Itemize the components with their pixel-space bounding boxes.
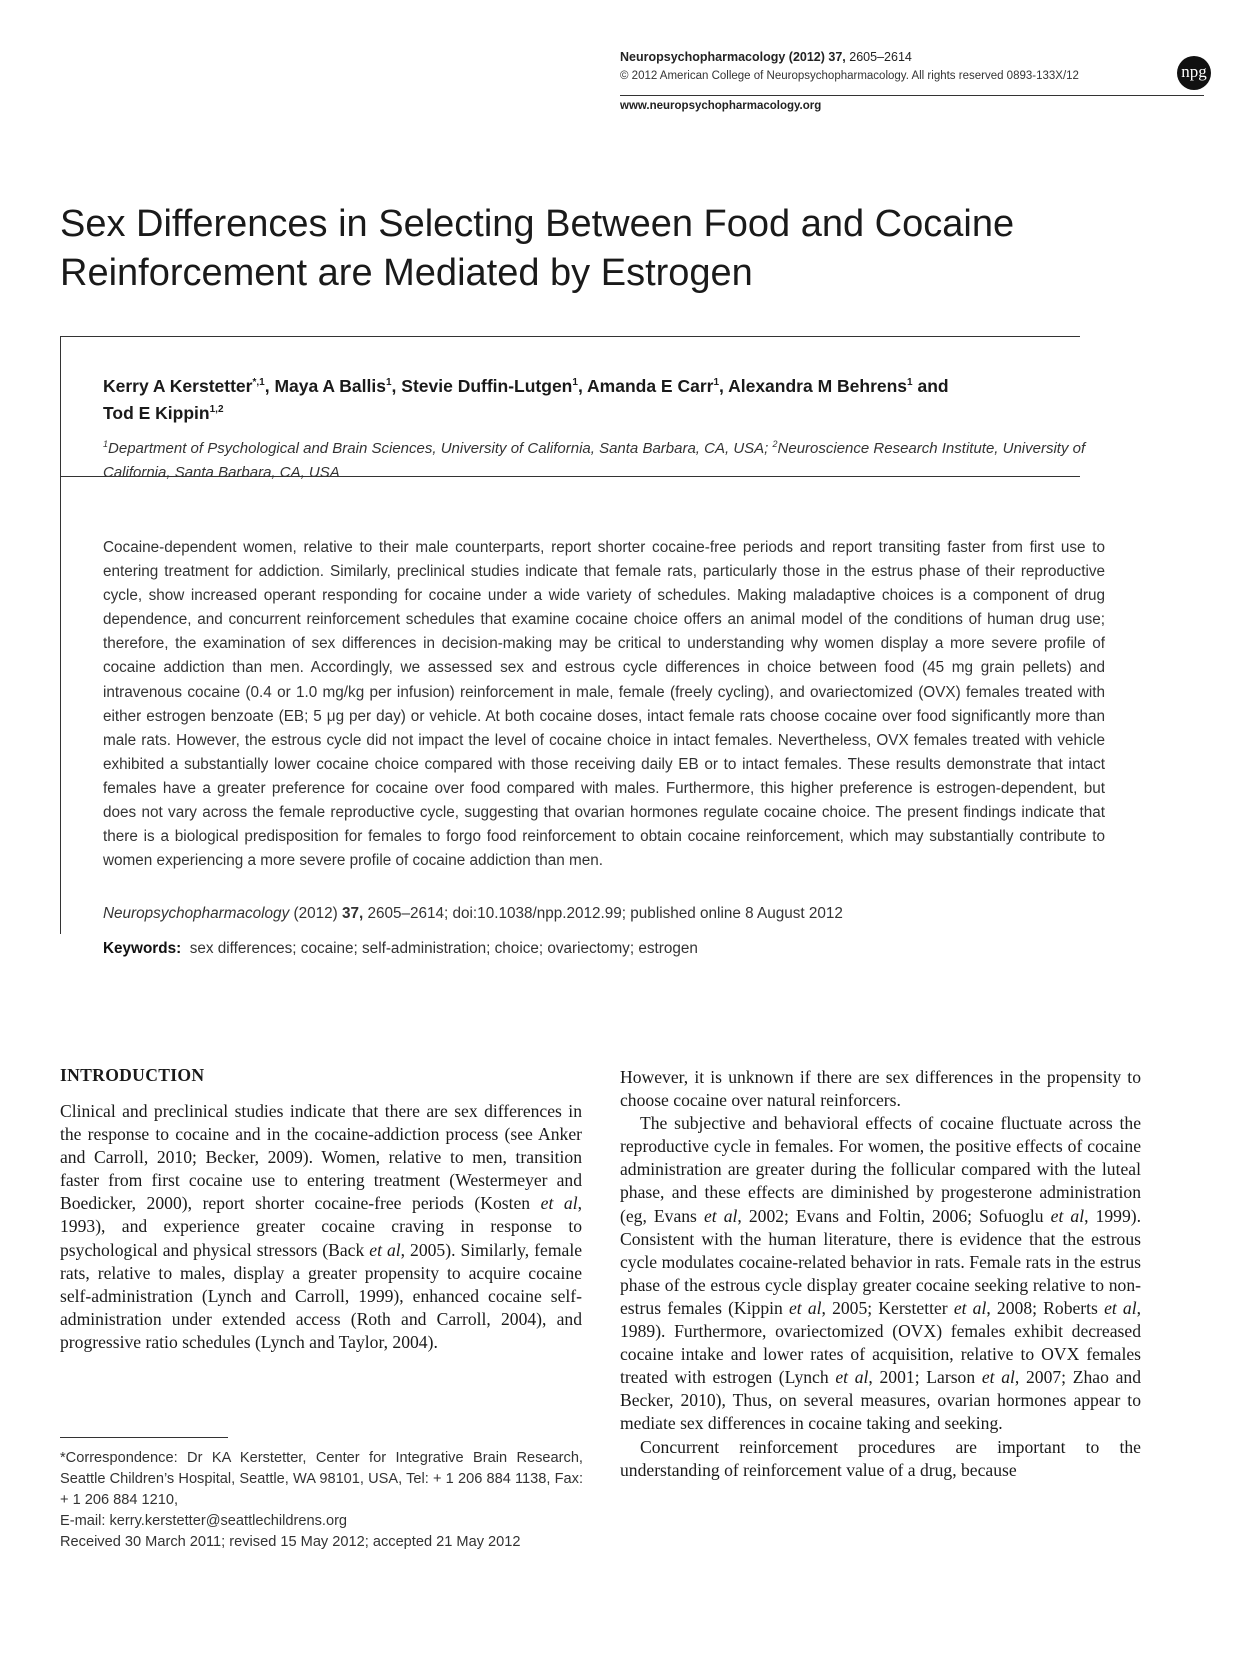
correspondence-text: *Correspondence: Dr KA Kerstetter, Center for Integrative Brain Research, Seattle Children’s Hospital, Seattle, WA 98101, USA, Tel: + 1 206 884 1138, Fax: + 1 206 884 1210, (60, 1450, 583, 1509)
citation-year: (2012) (289, 905, 342, 922)
affiliation-mark: 2 (772, 439, 778, 449)
affiliations (103, 432, 1113, 485)
abstract-box-left-border (60, 476, 61, 934)
body-column-left (60, 1100, 582, 1354)
copyright-line: © 2012 American College of Neuropsychopharmacology. All rights reserved 0893-133X/12 (620, 70, 1079, 82)
body-paragraph: Clinical and preclinical studies indicate that there are sex differences in the response to cocaine and in the cocaine-addiction process (see Anker and Carroll, 2010; Becker, 2009). Women, relative to men, transition faster from first cocaine use to entering treatment (Westermeyer and Boedicker, 2000), report shorter cocaine-free periods (Kosten et al, 1993), and experience greater cocaine craving in response to psychological and physical stressors (Back et al, 2005). Similarly, female rats, relative to males, display a greater propensity to acquire cocaine self-administration (Lynch and Carroll, 1999), enhanced cocaine self-administration under extended access (Roth and Carroll, 2004), and progressive ratio schedules (Lynch and Taylor, 2004). (60, 1101, 583, 1352)
journal-website-link[interactable]: www.neuropsychopharmacology.org (620, 100, 822, 112)
affiliation-1: Department of Psychological and Brain Sciences, University of California, Santa Barbara, CA, USA; (108, 440, 769, 457)
author[interactable]: Alexandra M Behrens$^1$ (728, 375, 913, 396)
keywords (103, 937, 1105, 961)
citation-journal: Neuropsychopharmacology (103, 905, 290, 922)
section-heading-introduction: INTRODUCTION (60, 1065, 205, 1085)
keywords-label: Keywords: (103, 940, 182, 957)
title-line-1: Sex Differences in Selecting Between Food and Cocaine (60, 203, 1015, 245)
journal-name: Neuropsychopharmacology (2012) (620, 50, 825, 64)
correspondence-footnote (60, 1448, 583, 1553)
footnote-divider (60, 1437, 228, 1438)
title-line-2: Reinforcement are Mediated by Estrogen (60, 252, 753, 294)
author[interactable]: Maya A Ballis$^1$ (274, 375, 392, 396)
correspondence-email[interactable]: E-mail: kerry.kerstetter@seattlechildrens.org (60, 1513, 348, 1530)
journal-volume: 37, (828, 50, 846, 64)
body-paragraph: The subjective and behavioral effects of cocaine fluctuate across the reproductive cycle in females. For women, the positive effects of cocaine administration are greater during the follicular compared with the luteal phase, and these effects are diminished by progesterone administration (eg, Evans et al, 2002; Evans and Foltin, 2006; Sofuoglu et al, 1999). Consistent with the human literature, there is evidence that the estrous cycle modulates cocaine-related behavior in rats. Female rats in the estrus phase of the estrous cycle display greater cocaine seeking relative to non-estrus females (Kippin et al, 2005; Kerstetter et al, 2008; Roberts et al, 1989). Furthermore, ovariectomized (OVX) females exhibit decreased cocaine intake and lower rates of acquisition, relative to OVX females treated with estrogen (Lynch et al, 2001; Larson et al, 2007; Zhao and Becker, 2010), Thus, on several measures, ovarian hormones appear to mediate sex differences in cocaine taking and seeking. (620, 1113, 1142, 1434)
article-citation (103, 902, 1105, 926)
body-paragraph: Concurrent reinforcement procedures are important to the understanding of reinforcement value of a drug, because (620, 1436, 1141, 1480)
author-list: Kerry A Kerstetter$^{*,1}$, Maya A Ballis$^1$, Stevie Duffin-Lutgen$^1$, Amanda E Carr$^1$, Alexandra M Behrens$^1$ and Tod E Kippin$^{1,2}$ (103, 375, 949, 423)
article-title (60, 200, 1180, 298)
affiliation-mark: 1 (103, 439, 109, 449)
npg-logo-icon: npg (1177, 56, 1211, 90)
author[interactable]: Amanda E Carr$^1$ (587, 375, 720, 396)
citation-volume: 37, (341, 905, 364, 922)
affiliation-2: Neuroscience Research Institute, University of California, Santa Barbara, CA, USA (103, 440, 1086, 481)
author-box-left-border (60, 336, 61, 476)
author[interactable]: Kerry A Kerstetter$^{*,1}$ (103, 375, 265, 396)
body-column-right (620, 1066, 1141, 1482)
keywords-list: sex differences; cocaine; self-administration; choice; ovariectomy; estrogen (189, 940, 698, 957)
journal-citation-line (620, 50, 912, 64)
journal-pages: 2605–2614 (849, 50, 912, 64)
body-paragraph: However, it is unknown if there are sex differences in the propensity to choose cocaine over natural reinforcers. (620, 1067, 1141, 1111)
author-box-top-border (60, 336, 1080, 337)
author[interactable]: Tod E Kippin$^{1,2}$ (103, 402, 224, 423)
citation-doi: 2605–2614; doi:10.1038/npp.2012.99; published online 8 August 2012 (363, 905, 843, 922)
received-dates: Received 30 March 2011; revised 15 May 2012; accepted 21 May 2012 (60, 1534, 521, 1551)
abstract: Cocaine-dependent women, relative to their male counterparts, report shorter cocaine-free periods and report transiting faster from first use to entering treatment for addiction. Similarly, preclinical studies indicate that female rats, particularly those in the estrus phase of their reproductive cycle, show increased operant responding for cocaine under a wide variety of schedules. Making maladaptive choices is a component of drug dependence, and concurrent reinforcement schedules that examine cocaine choice offers an animal model of the conditions of human drug use; therefore, the examination of sex differences in decision-making may be critical to understanding why women display a more severe profile of cocaine addiction than men. Accordingly, we assessed sex and estrous cycle differences in choice between food (45 mg grain pellets) and intravenous cocaine (0.4 or 1.0 mg/kg per infusion) reinforcement in male, female (freely cycling), and ovariectomized (OVX) females treated with either estrogen benzoate (EB; 5 μg per day) or vehicle. At both cocaine doses, intact female rats choose cocaine over food significantly more than male rats. However, the estrous cycle did not impact the level of cocaine choice in intact females. Nevertheless, OVX females treated with vehicle exhibited a substantially lower cocaine choice compared with those receiving daily EB or to intact females. These results demonstrate that intact females have a greater preference for cocaine over food compared with males. Furthermore, this higher preference is estrogen-dependent, but does not vary across the female reproductive cycle, suggesting that ovarian hormones regulate cocaine choice. The present findings indicate that there is a biological predisposition for females to forgo food reinforcement to obtain cocaine reinforcement, which may substantially contribute to women experiencing a more severe profile of cocaine addiction than men. (103, 539, 1105, 870)
header-divider (620, 95, 1204, 96)
author[interactable]: Stevie Duffin-Lutgen$^1$ (401, 375, 578, 396)
